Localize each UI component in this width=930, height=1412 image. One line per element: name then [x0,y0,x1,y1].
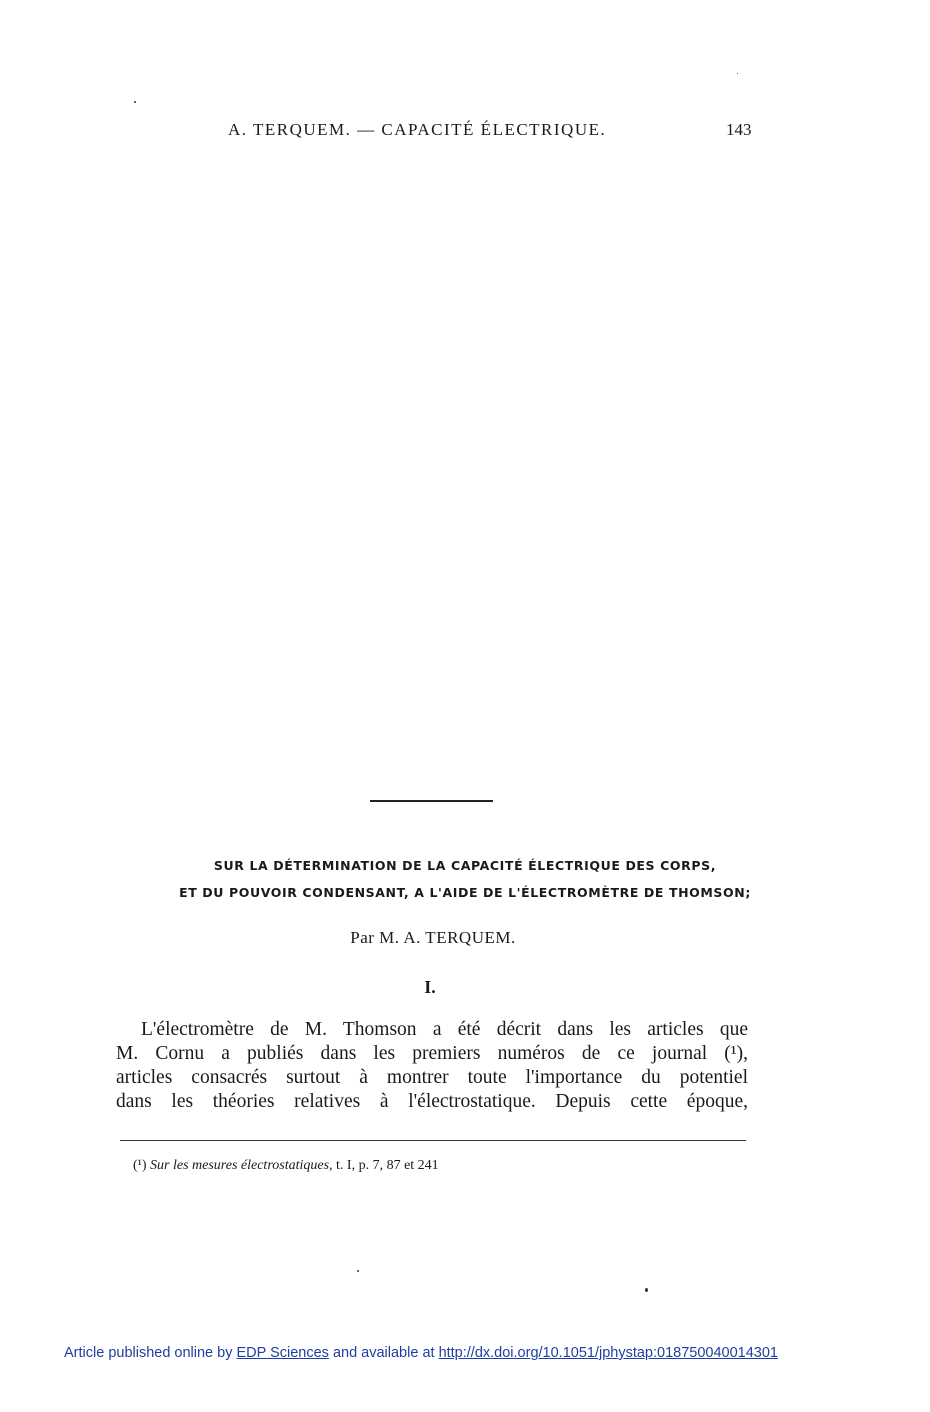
doi-link[interactable]: http://dx.doi.org/10.1051/jphystap:018750040014301 [438,1345,778,1361]
footnote-rule [120,1140,746,1141]
article-title-line-2: ET DU POUVOIR CONDENSANT, A L'AIDE DE L'ÉLECTROMÈTRE DE THOMSON; [179,885,751,900]
page-number: 143 [726,120,752,139]
publisher-link[interactable]: EDP Sciences [236,1345,329,1361]
running-title: A. TERQUEM. — CAPACITÉ ÉLECTRIQUE. [228,120,607,139]
footnote-reference-title: Sur les mesures électrostatiques, [150,1158,333,1173]
body-text-line: articles consacrés surtout à montrer toute l'importance du potentiel [116,1067,748,1088]
publication-notice [64,1345,778,1361]
footnote-marker: (¹) [133,1158,147,1173]
body-text-line: L'électromètre de M. Thomson a été décrit dans les articles que [141,1019,748,1040]
author-byline: Par M. A. TERQUEM. [350,928,516,947]
running-head [0,120,930,146]
title-separator-rule [370,800,493,802]
section-number: I. [424,977,436,997]
footnote-reference-details: t. I, p. 7, 87 et 241 [336,1158,439,1173]
article-title-line-1: SUR LA DÉTERMINATION DE LA CAPACITÉ ÉLECTRIQUE DES CORPS, [213,858,717,873]
scan-speck [645,1288,648,1292]
scan-speck [737,73,738,74]
notice-prefix: Article published online by [64,1345,233,1361]
body-text-line: M. Cornu a publiés dans les premiers numéros de ce journal (¹), [116,1043,748,1064]
notice-middle: and available at [332,1345,435,1361]
footnote [133,1158,439,1174]
scan-speck [134,101,136,103]
body-text-line: dans les théories relatives à l'électrostatique. Depuis cette époque, [116,1091,748,1112]
scan-speck [357,1270,359,1272]
